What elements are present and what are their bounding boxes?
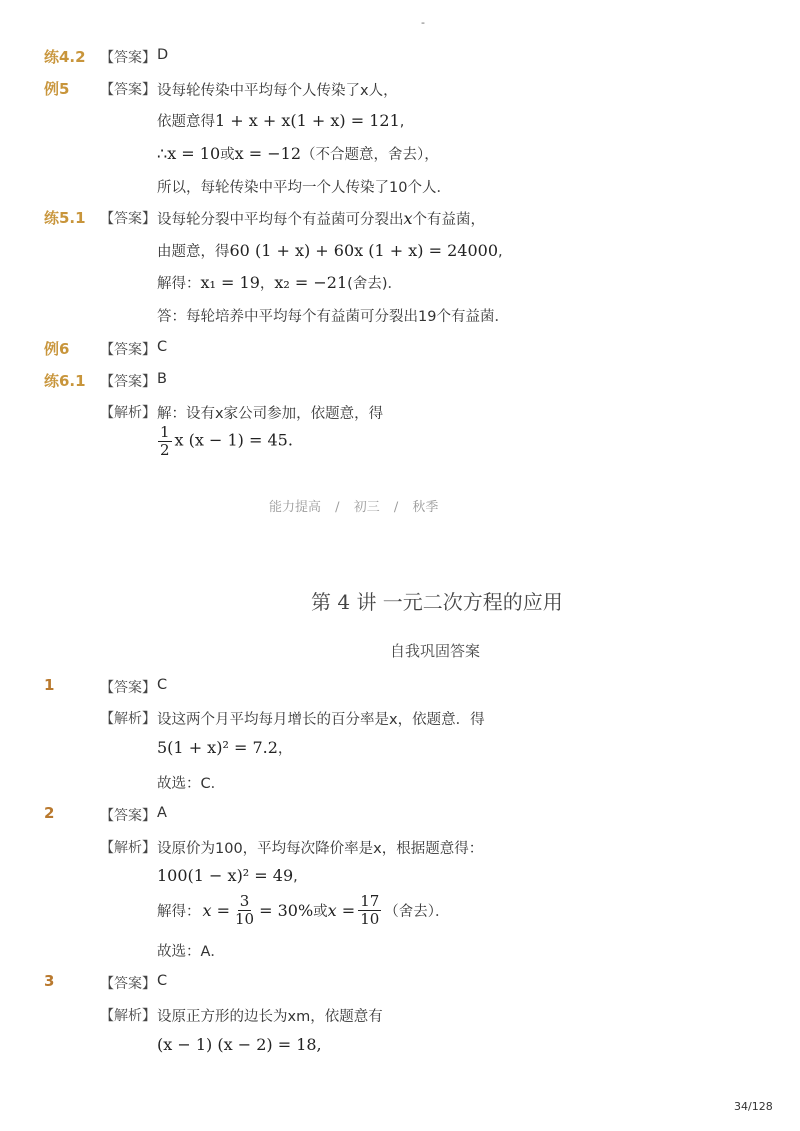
line-suffix: 个有益菌， bbox=[412, 212, 486, 228]
conclusion-line: 故选：C． bbox=[157, 776, 226, 792]
analysis-label: 【解析】 bbox=[100, 711, 156, 727]
analysis-label: 【解析】 bbox=[100, 840, 156, 856]
breadcrumb-item: 能力提高 bbox=[269, 500, 322, 515]
equation: 60 (1 + x) + 60x (1 + x) = 24000 bbox=[229, 241, 498, 260]
section-subtitle: 自我巩固答案 bbox=[390, 642, 481, 660]
answer-text: A bbox=[157, 805, 167, 821]
breadcrumb-separator: / bbox=[335, 500, 340, 515]
conclusion-line: 故选：A． bbox=[157, 944, 225, 960]
breadcrumb bbox=[269, 496, 438, 515]
separator: ， bbox=[259, 276, 275, 292]
analysis-text: 设原价为100，平均每次降价率是x，根据题意得： bbox=[157, 841, 484, 857]
conclusion-line: 答：每轮培养中平均每个有益菌可分裂出19个有益菌． bbox=[157, 309, 509, 325]
answer-text: C bbox=[157, 973, 168, 989]
solution-line bbox=[157, 272, 402, 293]
answer-label: 【答案】 bbox=[100, 808, 156, 824]
fraction-denominator: 10 bbox=[360, 909, 380, 928]
exercise-tag: 练4.2 bbox=[44, 48, 86, 66]
question-number: 3 bbox=[44, 972, 55, 990]
answer-label: 【答案】 bbox=[100, 680, 156, 696]
analysis-text: 设原正方形的边长为xm，依题意有 bbox=[157, 1009, 383, 1025]
equation: 1 + x + x(1 + x) = 121 bbox=[215, 111, 400, 130]
answer-text: 设每轮分裂中平均每个有益菌可分裂出 bbox=[157, 212, 404, 228]
line-prefix: 解得： bbox=[157, 903, 201, 920]
line-suffix: , bbox=[399, 114, 405, 130]
page-number: 34/128 bbox=[734, 1100, 773, 1113]
equation-line bbox=[157, 866, 298, 885]
top-mark: - bbox=[421, 16, 425, 29]
answer-label: 【答案】 bbox=[100, 82, 156, 98]
answer-text: C bbox=[157, 339, 168, 355]
example-tag: 例6 bbox=[44, 340, 70, 358]
example-tag: 例5 bbox=[44, 80, 70, 98]
root-2: x = −12 bbox=[234, 144, 302, 163]
fraction-denominator: 2 bbox=[160, 440, 170, 459]
fraction-numerator: 17 bbox=[360, 892, 380, 910]
line-suffix: , bbox=[498, 244, 503, 260]
chapter-title: 第 4 讲 一元二次方程的应用 bbox=[311, 590, 563, 614]
solution-line bbox=[157, 143, 439, 164]
or-word: 或 bbox=[220, 147, 235, 163]
answer-label: 【答案】 bbox=[100, 342, 156, 358]
answer-text: B bbox=[157, 371, 167, 387]
or-word: 或 bbox=[313, 903, 328, 920]
analysis-text: 设这两个月平均每月增长的百分率是x，依题意．得 bbox=[157, 712, 485, 728]
question-number: 1 bbox=[44, 676, 55, 694]
line-suffix: , bbox=[293, 869, 298, 885]
analysis-text: 解：设有x家公司参加，依题意，得 bbox=[157, 406, 384, 422]
answer-text: C bbox=[157, 677, 168, 693]
conclusion-line: 所以，每轮传染中平均一个人传染了10个人． bbox=[157, 180, 451, 196]
equation: 5(1 + x)² = 7.2 bbox=[157, 738, 278, 757]
fraction-denominator: 10 bbox=[235, 909, 255, 928]
fraction bbox=[233, 893, 256, 927]
analysis-label: 【解析】 bbox=[100, 1008, 156, 1024]
equation: 100(1 − x)² = 49 bbox=[157, 866, 294, 885]
line-suffix: （舍去）． bbox=[384, 903, 450, 920]
therefore-symbol: ∴ bbox=[157, 144, 168, 163]
answer-text: D bbox=[157, 47, 169, 63]
answer-label: 【答案】 bbox=[100, 976, 156, 992]
line-prefix: 解得： bbox=[157, 276, 201, 292]
breadcrumb-separator: / bbox=[393, 500, 399, 515]
answer-text: 设每轮传染中平均每个人传染了x人， bbox=[157, 83, 398, 99]
percent-value: = 30% bbox=[259, 900, 314, 920]
line-suffix: ， bbox=[277, 741, 293, 757]
equation: (x − 1) (x − 2) = 18, bbox=[157, 1035, 322, 1054]
variable-x: x = bbox=[202, 900, 231, 920]
equation: x (x − 1) = 45. bbox=[174, 430, 293, 450]
breadcrumb-item: 初三 bbox=[353, 500, 380, 515]
fraction bbox=[158, 424, 172, 458]
line-prefix: 由题意，得 bbox=[157, 244, 230, 260]
root-1: x = 10 bbox=[167, 144, 221, 163]
solution-line bbox=[157, 893, 450, 927]
line-prefix: 依题意得 bbox=[157, 114, 215, 130]
answer-label: 【答案】 bbox=[100, 374, 156, 390]
answer-label: 【答案】 bbox=[100, 50, 156, 66]
fraction bbox=[358, 893, 381, 927]
question-number: 2 bbox=[44, 804, 55, 822]
root-2: x₂ = −21 bbox=[274, 273, 348, 292]
analysis-label: 【解析】 bbox=[100, 405, 156, 421]
answer-label: 【答案】 bbox=[100, 211, 156, 227]
answer-line bbox=[157, 208, 485, 229]
equation-line bbox=[157, 110, 404, 131]
exercise-tag: 练6.1 bbox=[44, 372, 86, 390]
variable-x: x = bbox=[327, 900, 356, 920]
variable: x bbox=[403, 209, 413, 228]
root-1: x₁ = 19 bbox=[200, 273, 260, 292]
line-suffix: (舍去)． bbox=[347, 276, 402, 292]
fraction-numerator: 1 bbox=[160, 423, 170, 441]
exercise-tag: 练5.1 bbox=[44, 209, 86, 227]
equation-line bbox=[157, 737, 292, 758]
equation-line bbox=[157, 240, 503, 261]
fraction-numerator: 3 bbox=[239, 892, 250, 910]
fraction-equation bbox=[155, 424, 293, 458]
breadcrumb-item: 秋季 bbox=[412, 500, 439, 515]
line-suffix: （不合题意，舍去）， bbox=[301, 147, 439, 163]
